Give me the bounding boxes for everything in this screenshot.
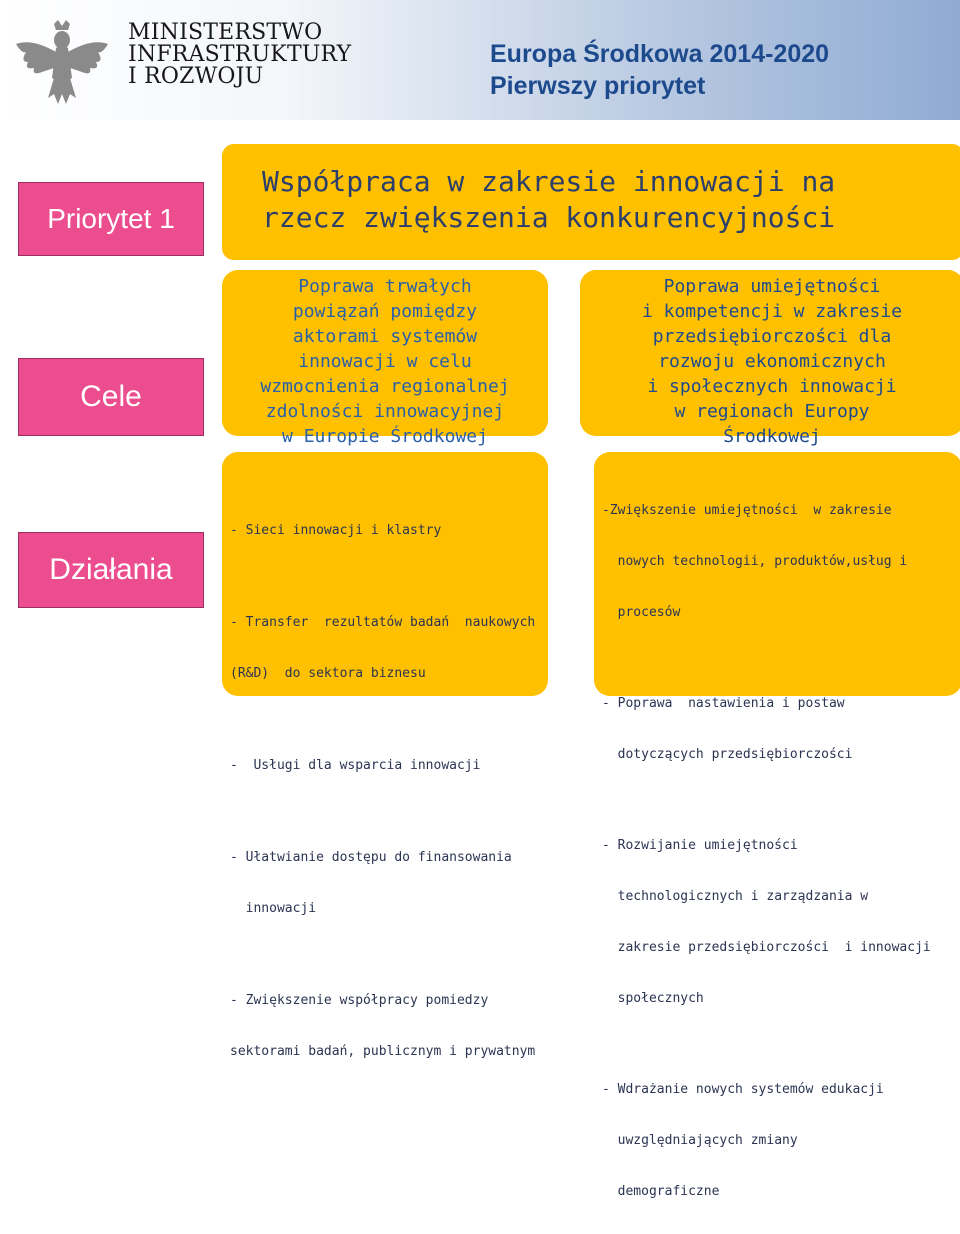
goal-2-line: rozwoju ekonomicznych: [658, 351, 886, 372]
goal-2-line: w regionach Europy: [674, 401, 870, 422]
goal-2-line: i społecznych innowacji: [647, 376, 897, 397]
action-2-item-line: nowych technologii, produktów,usług i: [602, 554, 908, 569]
action-1-item-line: - Transfer rezultatów badań naukowych: [230, 615, 536, 630]
action-1-item-line: - Ułatwianie dostępu do finansowania: [230, 850, 512, 865]
action-1-item-line: sektorami badań, publicznym i prywatnym: [230, 1044, 536, 1059]
action-1-item: [230, 815, 538, 951]
action-2-item: [602, 468, 952, 655]
goal-1-line: w Europie Środkowej: [282, 426, 488, 447]
polish-eagle-emblem-icon: [12, 18, 112, 108]
action-2-item-line: - Wdrażanie nowych systemów edukacji: [602, 1082, 884, 1097]
goal-1-line: powiązań pomiędzy: [292, 301, 478, 322]
action-2-item-line: - Rozwijanie umiejętności: [602, 838, 798, 853]
label-priority: Priorytet 1: [18, 182, 204, 256]
action-2-item-line: demograficzne: [602, 1184, 720, 1199]
action-2-item-line: technologicznych i zarządzania w: [602, 889, 869, 904]
goal-2-line: przedsiębiorczości dla: [652, 326, 892, 347]
action-2-item-line: procesów: [602, 605, 681, 620]
action-1-item-line: - Zwiększenie współpracy pomiedzy: [230, 993, 489, 1008]
goal-1-line: innowacji w celu: [298, 351, 472, 372]
action-2-item-line: - Poprawa nastawienia i postaw: [602, 696, 845, 711]
header-bar: [0, 0, 960, 120]
action-1-item: [230, 488, 538, 573]
action-1-item-line: innowacji: [230, 901, 317, 916]
goal-1-line: Poprawa trwałych: [298, 276, 472, 297]
action-2-item: [602, 1047, 952, 1234]
action-2-item-line: uwzględniających zmiany: [602, 1133, 798, 1148]
action-1-item-line: (R&D) do sektora biznesu: [230, 666, 426, 681]
action-2-item: [602, 661, 952, 797]
action-1-item-line: - Usługi dla wsparcia innowacji: [230, 758, 481, 773]
action-2-item-line: społecznych: [602, 991, 704, 1006]
action-box-1: [222, 452, 548, 1059]
goal-2-line: Środkowej: [723, 426, 821, 447]
action-1-item: [230, 958, 538, 1094]
title-line-1: Europa Środkowa 2014-2020: [490, 40, 830, 68]
goal-2-line: i kompetencji w zakresie: [641, 301, 903, 322]
action-box-2: [594, 452, 960, 1199]
label-actions: Działania: [18, 532, 204, 608]
action-2-item-line: -Zwiększenie umiejętności w zakresie: [602, 503, 892, 518]
ministry-line-1: MINISTERSTWO: [128, 20, 323, 45]
goal-1-line: wzmocnienia regionalnej: [260, 376, 510, 397]
action-1-item: [230, 723, 538, 808]
ministry-line-2: INFRASTRUKTURY: [128, 42, 352, 67]
title-line-2: Pierwszy priorytet: [490, 72, 706, 100]
action-2-item: [602, 803, 952, 1041]
goal-box-2: [580, 270, 960, 447]
page-title: [490, 38, 829, 102]
action-1-item: [230, 580, 538, 716]
ministry-name: [128, 22, 351, 88]
goal-1-line: aktorami systemów: [292, 326, 478, 347]
priority-banner-line-1: Współpraca w zakresie innowacji na: [262, 165, 836, 198]
goal-box-1: [222, 270, 548, 447]
ministry-line-3: I ROZWOJU: [128, 64, 264, 89]
action-1-item-line: - Sieci innowacji i klastry: [230, 523, 442, 538]
action-2-item-line: zakresie przedsiębiorczości i innowacji: [602, 940, 931, 955]
priority-banner: [222, 144, 960, 260]
goal-2-line: Poprawa umiejętności: [663, 276, 881, 297]
label-goals: Cele: [18, 358, 204, 436]
priority-banner-line-2: rzecz zwiększenia konkurencyjności: [262, 201, 836, 234]
action-2-item-line: dotyczących przedsiębiorczości: [602, 747, 853, 762]
goal-1-line: zdolności innowacyjnej: [265, 401, 505, 422]
